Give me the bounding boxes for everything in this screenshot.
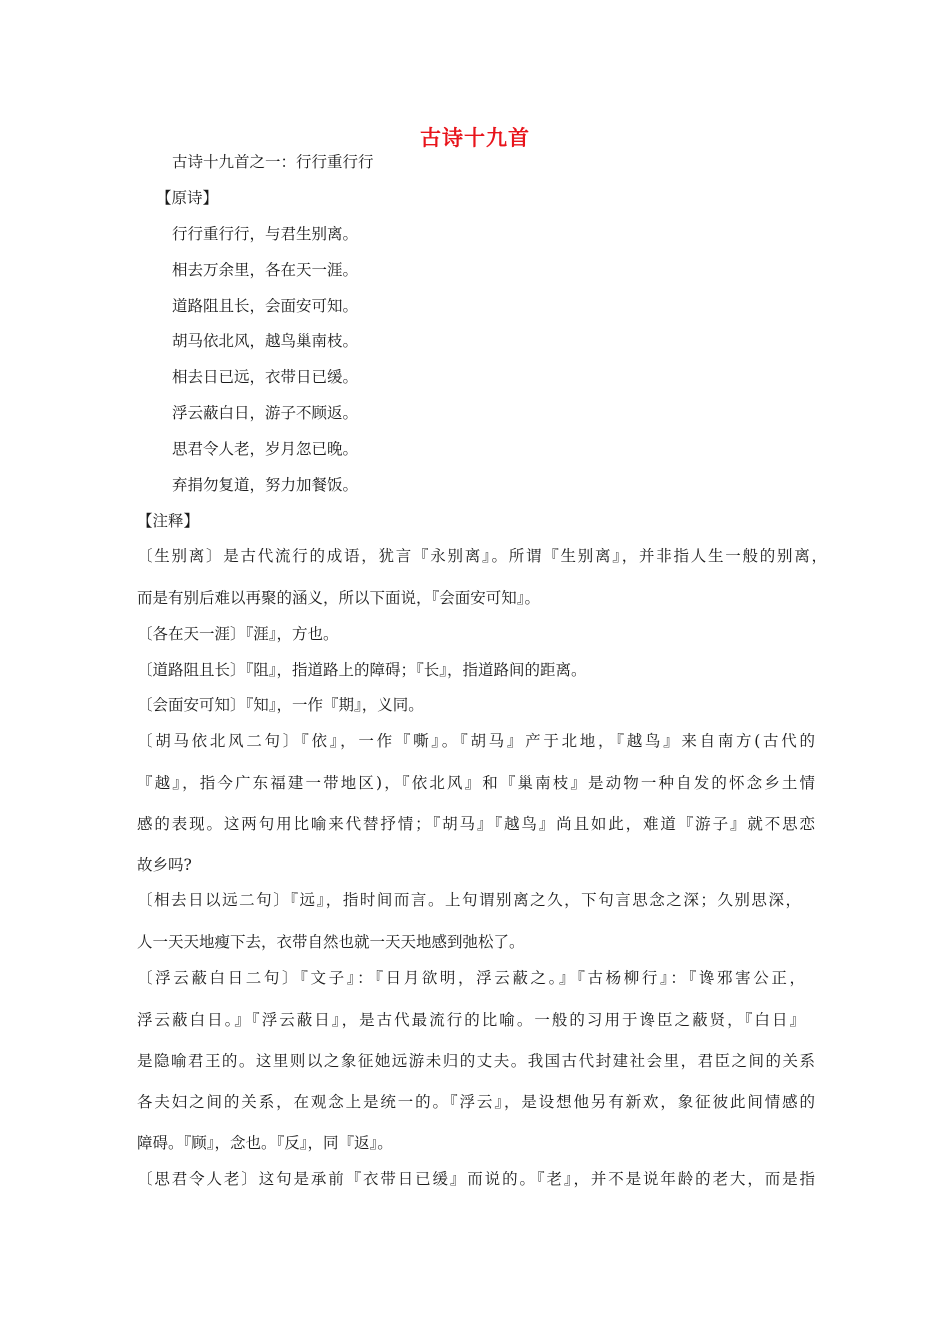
note-line: 浮云蔽白日。』『浮云蔽日』，是古代最流行的比喻。一般的习用于谗臣之蔽贤，『白日』 [137,1011,805,1029]
note-line: 感的表现。这两句用比喻来代替抒情；『胡马』『越鸟』尚且如此，难道『游子』就不思恋 [137,815,815,833]
notes-section-header: 【注释】 [137,512,200,530]
note-line: 而是有别后难以再聚的涵义，所以下面说，『会面安可知』。 [137,589,541,607]
note-line: 障碍。『顾』，念也。『反』，同『返』。 [137,1134,393,1152]
note-line: 是隐喻君王的。这里则以之象征她远游未归的丈夫。我国古代封建社会里，君臣之间的关系 [137,1052,815,1070]
poem-line: 浮云蔽白日，游子不顾返。 [172,404,359,422]
note-line: 〔各在天一涯〕『涯』，方也。 [137,625,339,643]
note-line: 〔生别离〕是古代流行的成语，犹言『永别离』。所谓『生别离』，并非指人生一般的别离， [137,547,827,565]
poem-line: 弃捐勿复道，努力加餐饭。 [172,476,359,494]
poem-line: 道路阻且长，会面安可知。 [172,297,359,315]
note-line: 〔相去日以远二句〕『远』，指时间而言。上句谓别离之久，下句言思念之深；久别思深， [137,891,801,909]
note-line: 〔胡马依北风二句〕『依』，一作『嘶』。『胡马』产于北地，『越鸟』来自南方(古代的 [137,732,815,750]
note-line: 〔会面安可知〕『知』，一作『期』，义同。 [137,696,424,714]
note-line: 〔道路阻且长〕『阻』，指道路上的障碍；『长』，指道路间的距离。 [137,661,587,679]
poem-line: 相去万余里，各在天一涯。 [172,261,359,279]
poem-line: 思君令人老，岁月忽已晚。 [172,440,359,458]
poem-line: 相去日已远，衣带日已缓。 [172,368,359,386]
note-line: 各夫妇之间的关系，在观念上是统一的。『浮云』，是设想他另有新欢，象征彼此间情感的 [137,1093,815,1111]
document-title: 古诗十九首 [420,125,530,150]
note-line: 〔浮云蔽白日二句〕『文子』：『日月欲明，浮云蔽之。』『古杨柳行』：『谗邪害公正， [137,969,805,987]
poem-line: 胡马依北风，越鸟巢南枝。 [172,332,359,350]
poem-line: 行行重行行，与君生别离。 [172,225,359,243]
note-line: 人一天天地瘦下去，衣带自然也就一天天地感到弛松了。 [137,933,525,951]
note-line: 〔思君令人老〕这句是承前『衣带日已缓』而说的。『老』，并不是说年龄的老大，而是指 [137,1170,815,1188]
note-line: 故乡吗? [137,856,192,874]
note-line: 『越』，指今广东福建一带地区)，『依北风』和『巢南枝』是动物一种自发的怀念乡土情 [137,774,815,792]
poem-subtitle: 古诗十九首之一：行行重行行 [172,153,374,171]
poem-section-header: 【原诗】 [156,189,219,207]
